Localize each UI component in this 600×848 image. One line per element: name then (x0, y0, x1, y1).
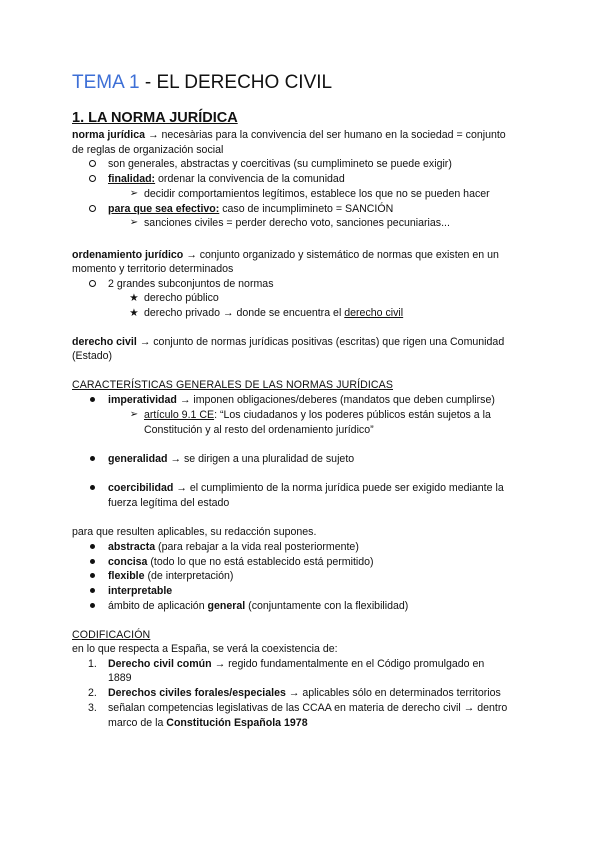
derecho-civil-line2: (Estado) (72, 350, 113, 362)
document-page: TEMA 1 - EL DERECHO CIVIL 1. LA NORMA JURÍDICA norma jurídica → necesàrias para la convivencia del ser humano en la sociedad = conjunto de reglas de organización social son generales, abstractas y coercitivas (su cumplimineto se puede exigir) finalidad: ordenar la convivencia de la comunidad ➢ decidir comportamientos legítimos, establece los que no se pueden hacer para que sea efectivo: caso de incumplimineto = SANCIÓN ➢ sanciones civiles = perder derecho voto, sanciones pecuniarias... ordenamiento jurídico → conjunto organizado y sistemático de normas que existen en un momento y territorio determinados 2 grandes subconjuntos de normas ★ derecho público ★ derecho privado → donde se encuentra el derecho civil derecho civil → conjunto de normas jurídicas positivas (escritas) que rigen una Comunidad (Estado) CARACTERÍSTICAS GENERALES DE LAS NORMAS JURÍDICAS imperatividad → imponen obligaciones/deberes (mandatos que deben cumplirse) ➢ artículo 9.1 CE: “Los ciudadanos y los poderes públicos están sujetos a la Constitución y al resto del ordenamiento jurídico” generalidad → se dirigen a una pluralidad de sujeto coercibilidad → el cumplimiento de la norma jurídica puede ser exigido mediante la fuerza legítima del estado para que resulten aplicables, su redacción supones. abstracta (para rebajar a la vida real posteriormente) concisa (todo lo que no está establecido está permitido) flexible (de interpretación) interpretable ámbito de aplicación general (conjuntamente con la flexibilidad) CODIFICACIÓN en lo que respecta a España, se verá la coexistencia de: 1. Derecho civil común → regido fundamentalmente en el Código promulgado en 1889 2. Derechos civiles forales/especiales → aplicables sólo en determinados territorios 3. señalan competencias legislativas de las CCAA en materia de derecho civil → dentro marco de la Constitución Española 1978 (72, 72, 508, 729)
derecho-civil-line1 (72, 335, 504, 350)
item-number: 1. (88, 658, 97, 670)
derecho-comun-text: → regido fundamentalmente en el Código promulgado en (211, 658, 485, 670)
ordenamiento-def1: → conjunto organizado y sistemático de normas que existen en un (183, 249, 499, 261)
ordenamiento-term: ordenamiento jurídico (72, 249, 184, 261)
section-heading-codificacion: CODIFICACIÓN (72, 629, 151, 641)
norma-term: norma jurídica (72, 129, 145, 141)
concisa-text: (todo lo que no está establecido está permitido) (147, 556, 374, 568)
list-item-text: derecho público (144, 292, 219, 304)
derecho-civil-term: derecho civil (72, 336, 137, 348)
list-item-text: son generales, abstractas y coercitivas (su cumplimineto se puede exigir) (108, 158, 452, 170)
list-item-text: 2 grandes subconjuntos de normas (108, 278, 274, 290)
ambito-pre: ámbito de aplicación (108, 600, 208, 612)
concisa-term: concisa (108, 556, 148, 568)
codificacion-intro: en lo que respecta a España, se verá la coexistencia de: (72, 643, 338, 655)
derecho-civil-def1: → conjunto de normas jurídicas positivas (escritas) que rigen una Comunidad (136, 336, 505, 348)
competencias-text: señalan competencias legislativas de las CCAA en materia de derecho civil → dentro (108, 702, 508, 714)
flexible-term: flexible (108, 570, 145, 582)
derecho-civil-link[interactable]: derecho civil (344, 307, 404, 319)
articulo-text: : “Los ciudadanos y los poderes públicos están sujetos a la (214, 409, 491, 421)
articulo-text-line2: Constitución y al resto del ordenamiento jurídico” (144, 424, 374, 436)
section-heading-caracteristicas: CARACTERÍSTICAS GENERALES DE LAS NORMAS JURÍDICAS (72, 379, 394, 391)
efectivo-text: caso de incumplimineto = SANCIÓN (219, 203, 394, 215)
ordenamiento-line1 (72, 248, 499, 263)
page-title (72, 71, 332, 95)
derecho-comun-line2: 1889 (108, 672, 132, 684)
imperatividad-def: → imponen obligaciones/deberes (mandatos que deben cumplirse) (176, 394, 495, 406)
imperatividad-term: imperatividad (108, 394, 177, 406)
title-separator: - (139, 72, 157, 93)
generalidad-def: → se dirigen a una pluralidad de sujeto (167, 453, 355, 465)
derechos-forales-term: Derechos civiles forales/especiales (108, 687, 286, 699)
list-item-text: derecho privado → donde se encuentra el (144, 307, 345, 319)
norma-definition-line1 (72, 128, 506, 143)
item-number: 2. (88, 687, 97, 699)
redaccion-intro: para que resulten aplicables, su redacción supones. (72, 526, 317, 538)
title-number: TEMA 1 (72, 72, 140, 93)
abstracta-term: abstracta (108, 541, 156, 553)
interpretable-term: interpretable (108, 585, 173, 597)
generalidad-term: generalidad (108, 453, 168, 465)
section-heading-norma: 1. LA NORMA JURÍDICA (72, 110, 238, 126)
norma-def1: → necesàrias para la convivencia del ser humano en la sociedad = conjunto (145, 129, 506, 141)
item-number: 3. (88, 702, 97, 714)
competencias-line2 (108, 716, 308, 731)
coercibilidad-term: coercibilidad (108, 482, 174, 494)
coercibilidad-def1: → el cumplimiento de la norma jurídica puede ser exigido mediante la (173, 482, 504, 494)
derechos-forales-text: → aplicables sólo en determinados territorios (285, 687, 501, 699)
competencias-pre: marco de la (108, 717, 167, 729)
articulo-link[interactable]: artículo 9.1 CE (144, 409, 215, 421)
finalidad-text: ordenar la convivencia de la comunidad (155, 173, 345, 185)
list-item-text: decidir comportamientos legítimos, establece los que no se pueden hacer (144, 188, 490, 200)
abstracta-text: (para rebajar a la vida real posteriormente) (155, 541, 359, 553)
general-term: general (207, 600, 246, 612)
ambito-text: (conjuntamente con la flexibilidad) (245, 600, 409, 612)
ordenamiento-line2: momento y territorio determinados (72, 263, 234, 275)
coercibilidad-line2: fuerza legítima del estado (108, 497, 230, 509)
constitucion-term: Constitución Española 1978 (166, 717, 308, 729)
norma-definition-line2: de reglas de organización social (72, 144, 224, 156)
list-item-text: sanciones civiles = perder derecho voto, sanciones pecuniarias... (144, 217, 450, 229)
title-name: EL DERECHO CIVIL (156, 72, 333, 93)
derecho-comun-term: Derecho civil común (108, 658, 212, 670)
flexible-text: (de interpretación) (144, 570, 234, 582)
efectivo-label: para que sea efectivo: (108, 203, 220, 215)
finalidad-label: finalidad: (108, 173, 156, 185)
